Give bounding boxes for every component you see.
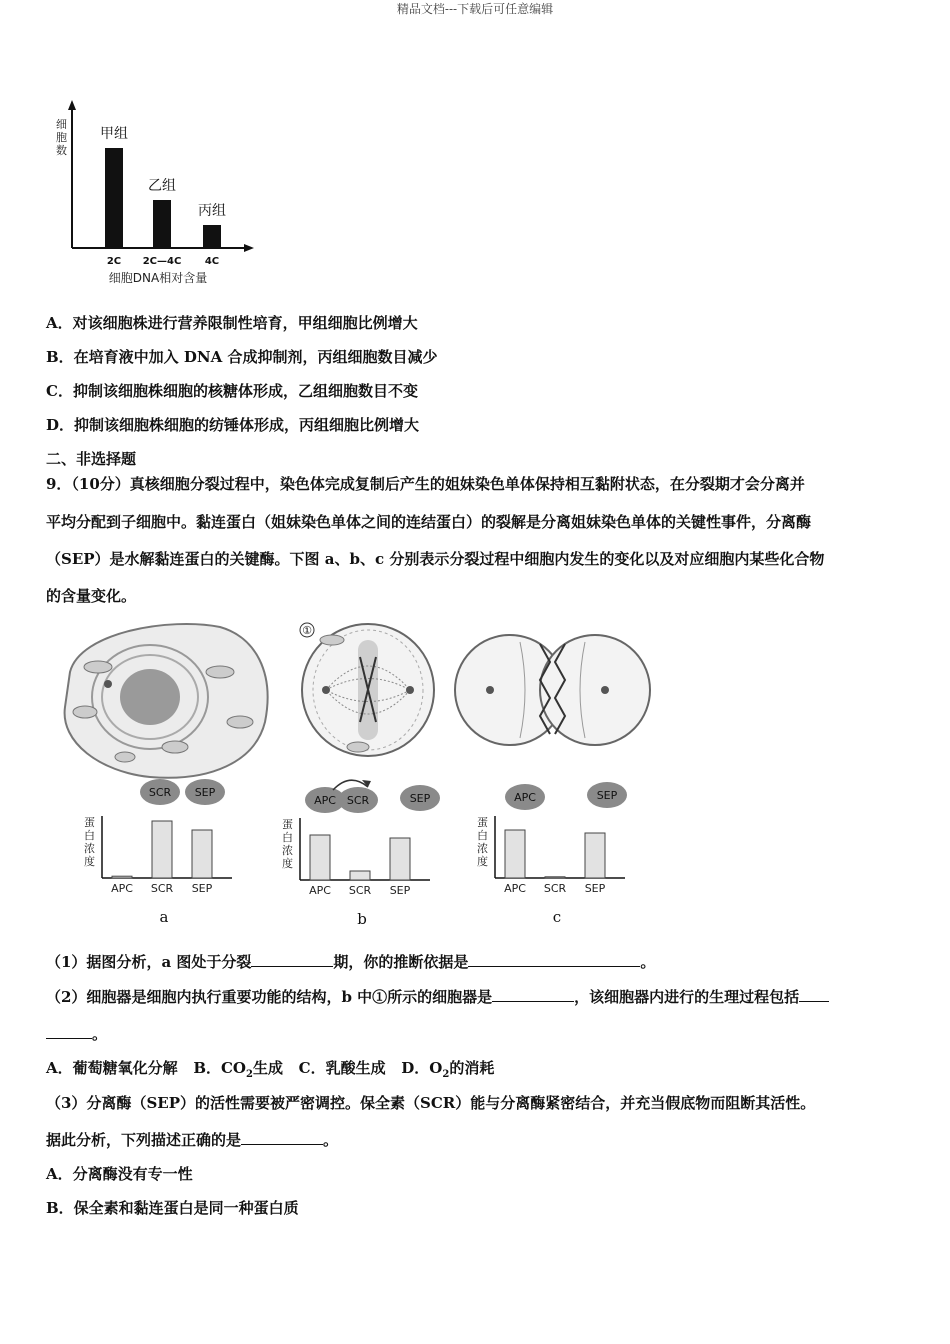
- protein-blob-label: SCR: [346, 794, 370, 807]
- page-header: 精品文档---下载后可任意编辑: [396, 2, 554, 16]
- panel-bar: [112, 876, 132, 878]
- answer-blank-process[interactable]: [799, 986, 829, 1002]
- chart-y-label-char: 胞: [56, 131, 67, 144]
- q9-stem-line-4: 的含量变化。: [46, 587, 137, 605]
- panel-tick-label: SEP: [389, 884, 411, 897]
- y-axis-arrow: [68, 100, 76, 110]
- protein-blob-label: SEP: [596, 789, 618, 802]
- q9-part-1: （1）据图分析，a 图处于分裂 期，你的推断依据是 。: [46, 953, 656, 971]
- q8-option-d: D．抑制该细胞株细胞的纺锤体形成，丙组细胞比例增大: [46, 416, 420, 434]
- panel-y-label: 蛋白浓度: [84, 816, 95, 868]
- panel-bar: [152, 821, 172, 878]
- q8-option-b: B．在培育液中加入 DNA 合成抑制剂，丙组细胞数目减少: [46, 348, 438, 366]
- bar-3: [203, 225, 221, 248]
- dna-content-chart: [50, 98, 265, 293]
- panel-y-label: 蛋白浓度: [282, 818, 293, 870]
- section-heading: 二、非选择题: [46, 450, 137, 468]
- panel-bar: [192, 830, 212, 878]
- bar-series-label: 丙组: [198, 203, 226, 219]
- chart-y-label-char: 数: [56, 144, 67, 157]
- panel-caption: a: [159, 908, 169, 926]
- panel-caption: b: [357, 910, 367, 928]
- panel-tick-label: SCR: [543, 882, 567, 895]
- answer-blank-correct[interactable]: [241, 1129, 323, 1145]
- bar-series-label: 甲组: [100, 126, 128, 142]
- answer-blank-organelle[interactable]: [492, 986, 574, 1002]
- bar-2: [153, 200, 171, 248]
- q9-stem-line-1: 9．（10分）真核细胞分裂过程中，染色体完成复制后产生的姐妹染色单体保持相互黏附状态，在分裂期才会分离并: [46, 475, 805, 493]
- tick-label: 4C: [204, 256, 220, 267]
- q9-stem-line-3: （SEP）是水解黏连蛋白的关键酶。下图 a、b、c 分别表示分裂过程中细胞内发生的变化以及对应细胞内某些化合物: [46, 550, 825, 568]
- cell-division-figure: [50, 612, 670, 942]
- tick-label: 2C: [106, 256, 122, 267]
- q9-part-2: （2）细胞器是细胞内执行重要功能的结构，b 中①所示的细胞器是 ，该细胞器内进行的生理过程包括: [46, 986, 829, 1007]
- tick-label: 2C—4C: [142, 256, 182, 267]
- q9-part-3: （3）分离酶（SEP）的活性需要被严密调控。保全素（SCR）能与分离酶紧密结合，并充当假底物而阻断其活性。: [46, 1094, 816, 1112]
- chart-y-label: [56, 118, 67, 157]
- circled-number: ①: [302, 624, 312, 637]
- panel-tick-label: APC: [111, 882, 133, 895]
- panel-tick-label: SCR: [348, 884, 372, 897]
- q9-part-3-prompt: 据此分析，下列描述正确的是 。: [46, 1131, 339, 1149]
- panel-y-label: 蛋白浓度: [477, 816, 488, 868]
- q9-part-3-option-b: B．保全素和黏连蛋白是同一种蛋白质: [46, 1199, 299, 1217]
- panel-tick-label: APC: [309, 884, 331, 897]
- panel-tick-label: APC: [504, 882, 526, 895]
- q8-option-c: C．抑制该细胞株细胞的核糖体形成，乙组细胞数目不变: [46, 382, 418, 400]
- answer-blank-process-cont[interactable]: [46, 1023, 92, 1039]
- chart-y-label-char: 细: [56, 118, 67, 131]
- chart-x-label: 细胞DNA相对含量: [108, 271, 208, 285]
- protein-blob-label: APC: [514, 791, 536, 804]
- protein-blob-label: APC: [314, 794, 336, 807]
- q9-part-2-continued: 。: [46, 1023, 107, 1044]
- panel-bar: [310, 835, 330, 880]
- panel-caption: c: [552, 908, 562, 926]
- cell-c-illustration: [455, 627, 650, 752]
- answer-blank-phase[interactable]: [251, 951, 333, 967]
- cell-b-illustration: [300, 623, 434, 756]
- panel-bar: [545, 877, 565, 878]
- q9-stem-line-2: 平均分配到子细胞中。黏连蛋白（姐妹染色单体之间的连结蛋白）的裂解是分离姐妹染色单体的关键性事件，分离酶: [46, 513, 812, 531]
- protein-blob-label: SEP: [409, 792, 431, 805]
- protein-blob-label: SEP: [194, 786, 216, 799]
- panel-bar: [390, 838, 410, 880]
- q9-part-2-options: A．葡萄糖氧化分解 B．$CO_2$生成 C．乳酸生成 D．$O_2$的消耗: [46, 1059, 495, 1080]
- protein-blob-label: SCR: [148, 786, 172, 799]
- q9-part-3-option-a: A．分离酶没有专一性: [46, 1165, 193, 1183]
- bar-1: [105, 148, 123, 248]
- answer-blank-reason[interactable]: [468, 951, 640, 967]
- bar-series-label: 乙组: [148, 178, 176, 194]
- panel-bar: [350, 871, 370, 880]
- panel-bar: [585, 833, 605, 878]
- x-axis-arrow: [244, 244, 254, 252]
- cell-a-illustration: [65, 624, 268, 778]
- panel-tick-label: SEP: [191, 882, 213, 895]
- panel-bar: [505, 830, 525, 878]
- q8-option-a: A．对该细胞株进行营养限制性培育，甲组细胞比例增大: [46, 314, 418, 332]
- panel-tick-label: SEP: [584, 882, 606, 895]
- panel-tick-label: SCR: [150, 882, 174, 895]
